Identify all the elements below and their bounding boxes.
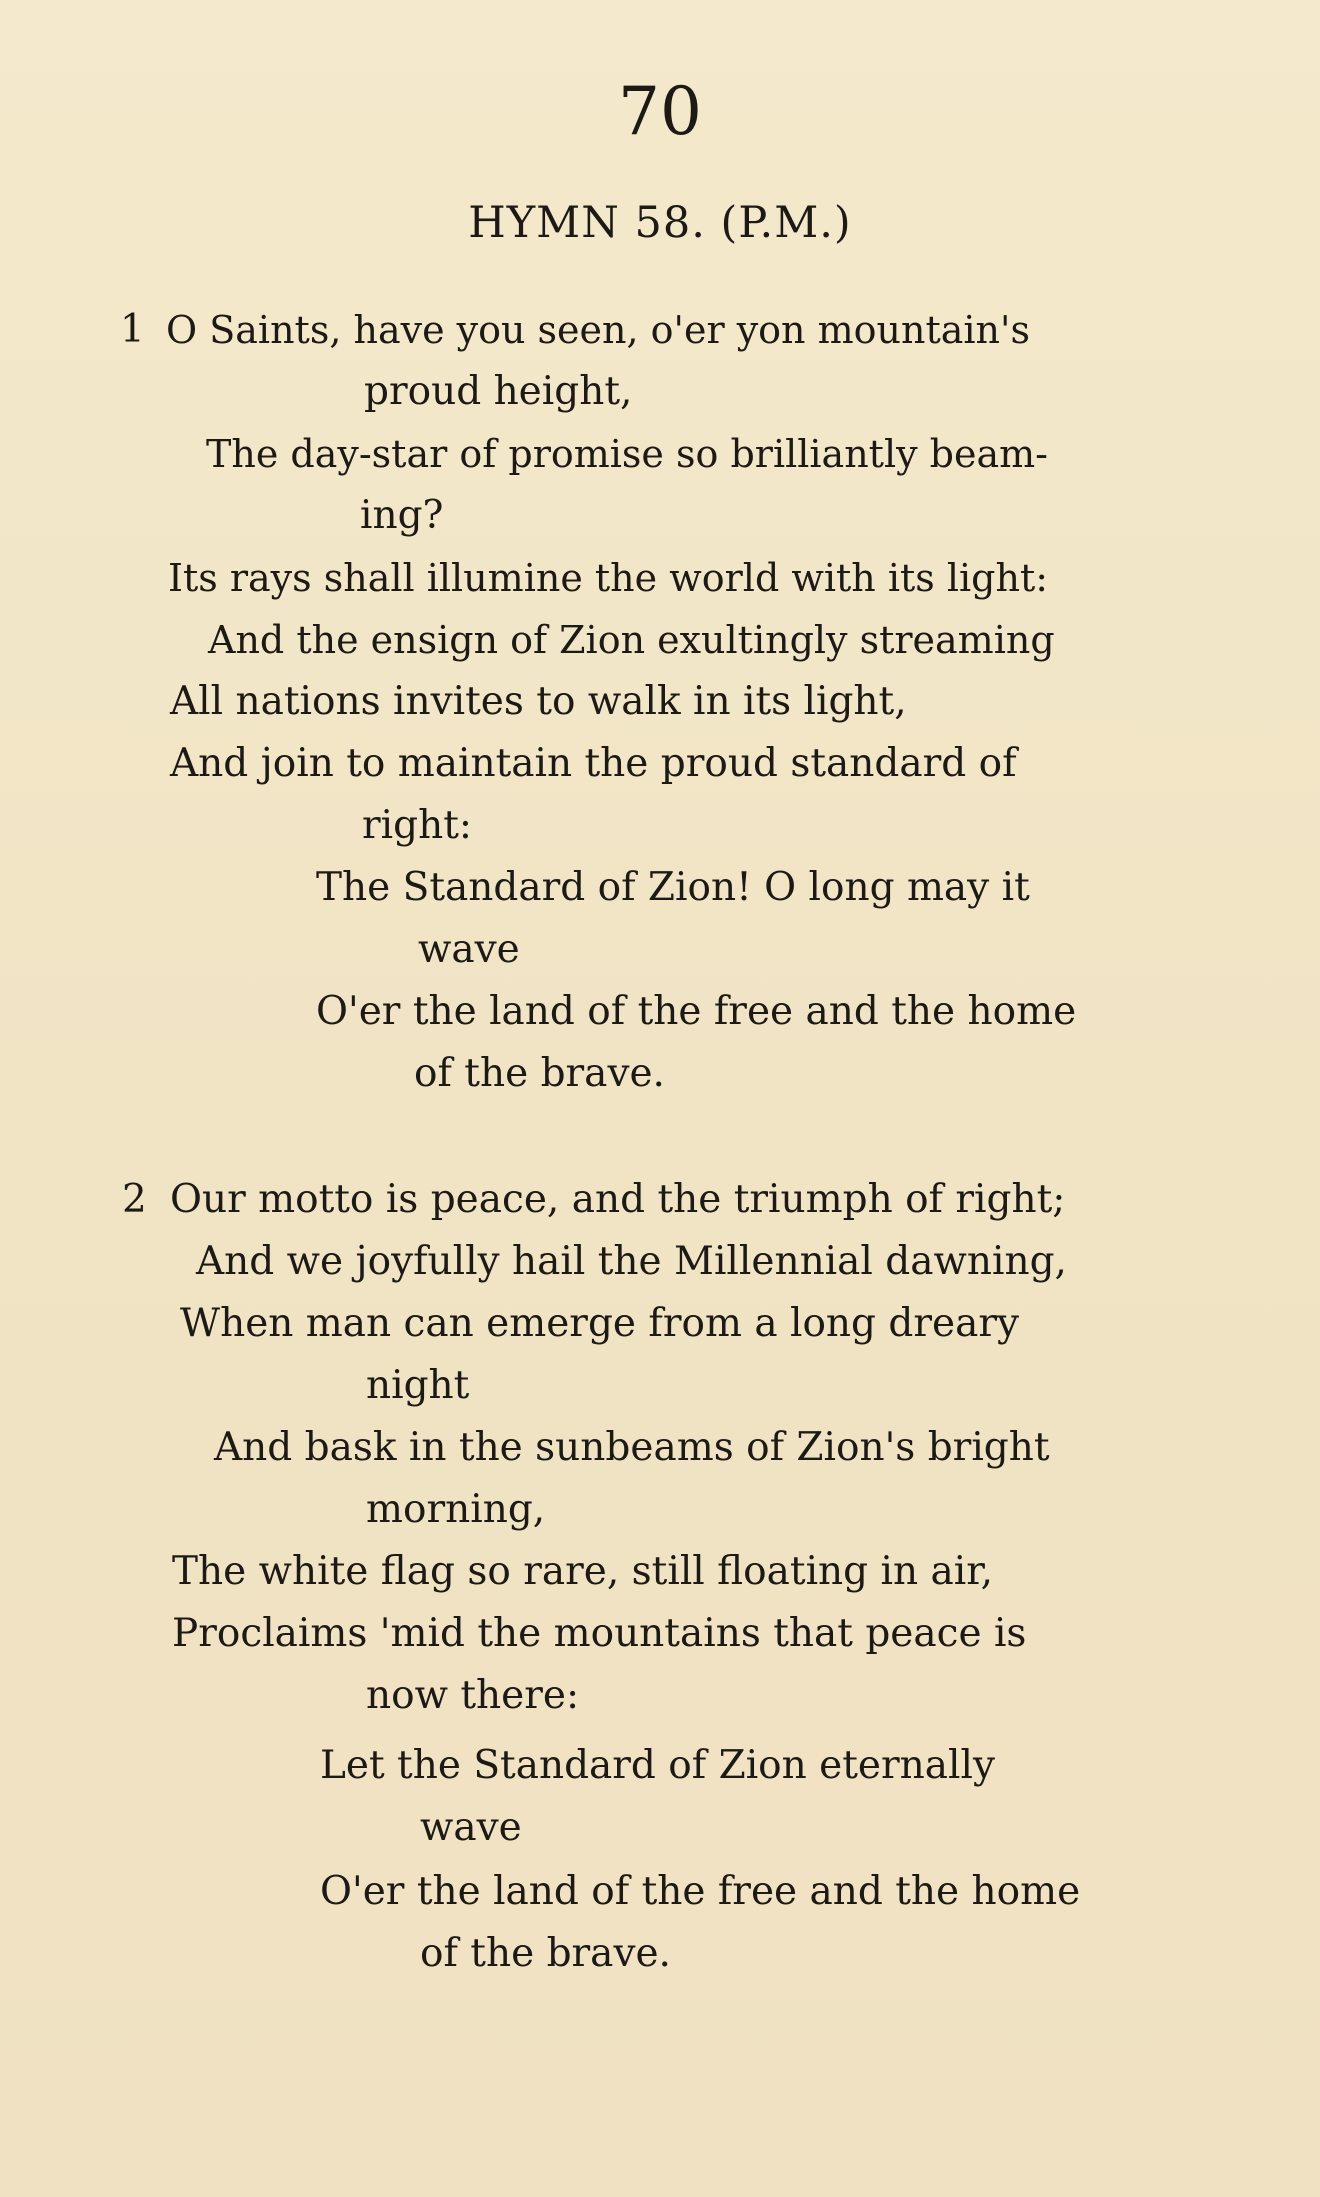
verse-line: now there:: [366, 1673, 580, 1718]
verse-line: of the brave.: [414, 1051, 665, 1096]
verse-line: wave: [418, 927, 520, 972]
verse-line: proud height,: [364, 369, 633, 414]
verse-line: O'er the land of the free and the home: [316, 989, 1077, 1034]
verse-line: The day-star of promise so brilliantly beam-: [206, 432, 1048, 476]
verse-line: The white flag so rare, still floating in air,: [172, 1549, 993, 1594]
verse-line: wave: [420, 1805, 522, 1850]
verse-line: And bask in the sunbeams of Zion's bright: [214, 1425, 1050, 1470]
verse-line: Our motto is peace, and the triumph of right;: [170, 1177, 1066, 1222]
verse-line: Its rays shall illumine the world with its light:: [168, 556, 1049, 600]
verse-line: ing?: [360, 493, 444, 538]
verse-line: When man can emerge from a long dreary: [180, 1301, 1020, 1346]
verse-line: Let the Standard of Zion eternally: [320, 1743, 995, 1788]
verse-line: And the ensign of Zion exultingly streaming: [208, 618, 1055, 662]
verse-line: The Standard of Zion! O long may it: [316, 865, 1030, 910]
verse-line: of the brave.: [420, 1931, 671, 1976]
verse-line: And join to maintain the proud standard of: [170, 741, 1017, 786]
verse-line: night: [366, 1363, 470, 1408]
verse-number: 2: [122, 1177, 147, 1222]
verse-line: O Saints, have you seen, o'er yon mountain's: [166, 308, 1030, 352]
verse-line: And we joyfully hail the Millennial dawning,: [196, 1239, 1067, 1284]
verse-line: All nations invites to walk in its light,: [170, 679, 907, 724]
verse-line: right:: [362, 803, 473, 848]
verse-line: Proclaims 'mid the mountains that peace is: [172, 1611, 1027, 1656]
verse-line: morning,: [366, 1487, 546, 1532]
page-number: 70: [618, 73, 702, 150]
hymn-title: HYMN 58. (P.M.): [468, 198, 852, 248]
verse-number: 1: [120, 307, 145, 352]
verse-line: O'er the land of the free and the home: [320, 1869, 1081, 1914]
